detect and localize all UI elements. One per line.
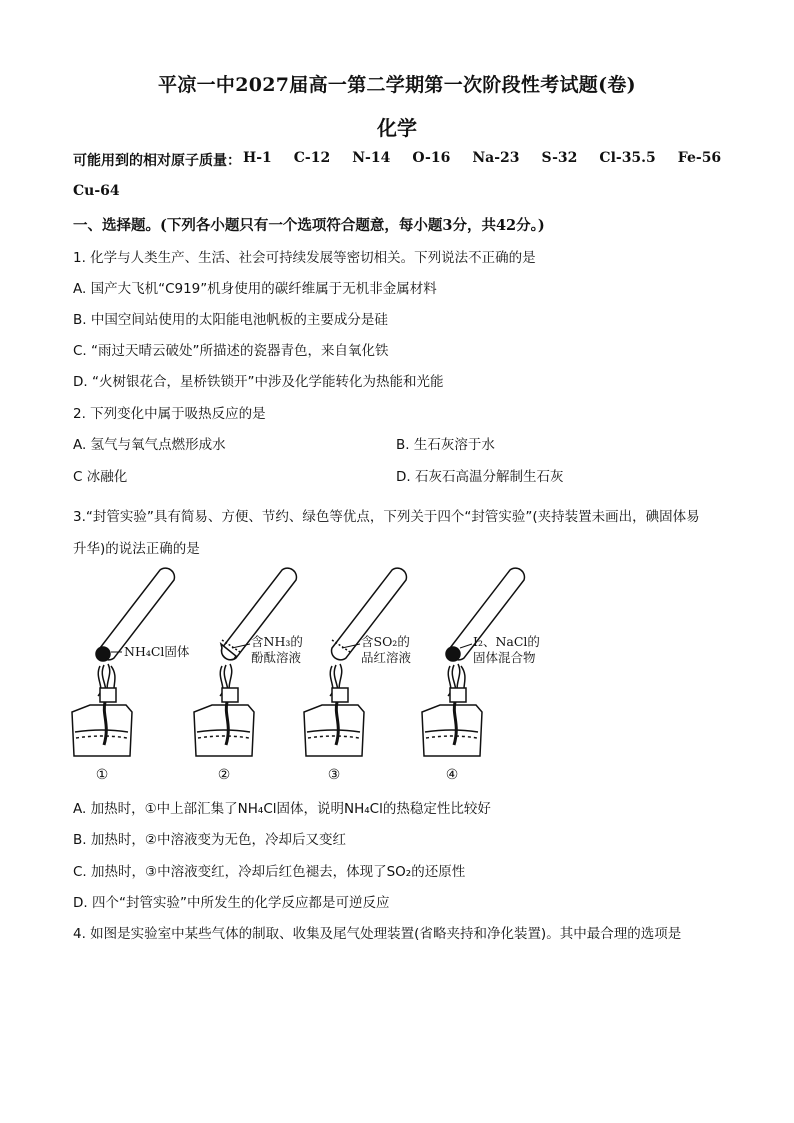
tube4-label-line1: I₂、NaCl的 (473, 634, 540, 649)
apparatus-3 (304, 568, 406, 783)
q2-stem: 2. 下列变化中属于吸热反应的是 (73, 406, 266, 422)
apparatus-2 (194, 568, 296, 783)
num-1: ① (95, 767, 109, 783)
q3-option-c: C. 加热时，③中溶液变红，冷却后红色褪去，体现了SO₂的还原性 (73, 864, 466, 880)
q3-option-d: D. 四个“封管实验”中所发生的化学反应都是可逆反应 (73, 895, 390, 911)
tube3-label-line1: 含SO₂的 (361, 634, 410, 649)
tube3-label-line2: 品红溶液 (361, 650, 412, 665)
q1-option-c: C. “雨过天晴云破处”所描述的瓷器青色，来自氧化铁 (73, 343, 389, 359)
q1-option-a: A. 国产大飞机“C919”机身使用的碳纤维属于无机非金属材料 (73, 281, 437, 297)
masses-label: 可能用到的相对原子质量： (73, 153, 241, 169)
atomic-masses (73, 150, 721, 170)
mass-na: Na-23 (472, 150, 520, 166)
page-title: 平凉一中2027届高一第二学期第一次阶段性考试题(卷) (158, 74, 636, 96)
mass-cu: Cu-64 (73, 183, 120, 199)
q2-option-d: D. 石灰石高温分解制生石灰 (396, 469, 564, 485)
q2-option-b: B. 生石灰溶于水 (396, 437, 495, 453)
mass-n: N-14 (352, 150, 391, 166)
tube2-label-line2: 酚酞溶液 (251, 650, 302, 665)
tube1-label: NH₄Cl固体 (124, 644, 190, 659)
mass-o: O-16 (412, 150, 451, 166)
solid-1 (96, 647, 110, 661)
mass-fe: Fe-56 (677, 150, 722, 166)
mass-cl: Cl-35.5 (599, 150, 656, 166)
q1-option-d: D. “火树银花合，星桥铁锁开”中涉及化学能转化为热能和光能 (73, 374, 444, 390)
q3-stem-line2: 升华)的说法正确的是 (73, 541, 200, 557)
q2-option-c: C 冰融化 (73, 469, 128, 485)
tube4-label-line2: 固体混合物 (473, 650, 536, 665)
mass-c: C-12 (293, 150, 331, 166)
q3-option-b: B. 加热时，②中溶液变为无色，冷却后又变红 (73, 832, 346, 848)
num-3: ③ (327, 767, 341, 783)
apparatus-4 (422, 568, 524, 783)
num-2: ② (217, 767, 231, 783)
q3-option-a: A. 加热时，①中上部汇集了NH₄Cl固体，说明NH₄Cl的热稳定性比较好 (73, 801, 491, 817)
apparatus-1 (72, 568, 174, 783)
q1-stem: 1. 化学与人类生产、生活、社会可持续发展等密切相关。下列说法不正确的是 (73, 250, 536, 266)
q1-option-b: B. 中国空间站使用的太阳能电池帆板的主要成分是硅 (73, 312, 388, 328)
subject-title: 化学 (377, 116, 417, 140)
q2-option-a: A. 氢气与氧气点燃形成水 (73, 437, 226, 453)
num-4: ④ (445, 767, 459, 783)
tube2-label-line1: 含NH₃的 (251, 634, 303, 649)
q3-stem-line1: 3.“封管实验”具有简易、方便、节约、绿色等优点，下列关于四个“封管实验”(夹持装置未画出，碘固体易 (73, 509, 700, 525)
q4-stem: 4. 如图是实验室中某些气体的制取、收集及尾气处理装置(省略夹持和净化装置)。其中最合理的选项是 (73, 926, 682, 942)
mass-h: H-1 (243, 150, 272, 166)
section-heading: 一、选择题。(下列各小题只有一个选项符合题意，每小题3分，共42分。) (73, 217, 545, 234)
mass-s: S-32 (541, 150, 578, 166)
sealed-tube-figure (70, 560, 590, 788)
solid-4 (446, 647, 460, 661)
